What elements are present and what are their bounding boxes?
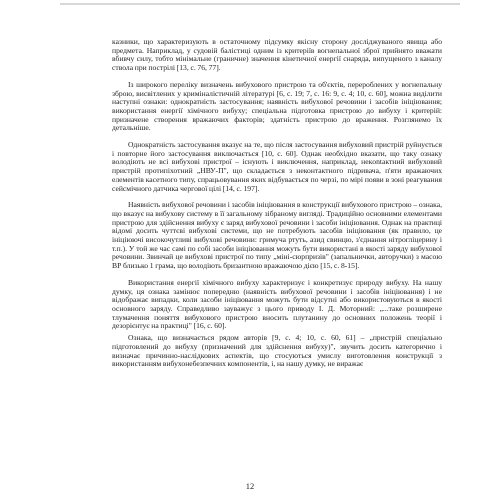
paragraph-5: Використання енергії хімічного вибуху характеризує і конкретизує природу вибуху. На нашу думку, ця ознака замінює попередню (наявність вибухової речовини і засобів ініціювання) і не відображає випадки, коли засоби ініціювання можуть бути відсутні або використовуються в якості основного заряду. Справедливо зауважує з цього приводу І. Д. Моторний: „...таке розширене тлумачення поняття вибухового пристрою вносить плутанину до основних положень теорії і дезорієнтує на практиці" [16, с. 60]. <box>112 277 442 331</box>
paragraph-2: Із широкого переліку визначень вибухового пристрою та об'єктів, перероблених у вогнепальну зброю, висвітлених у криміналістичній літературі [6, с. 19; 7, с. 16: 9, с. 4; 10, с. 60], можна виділити наступні ознаки: однократність застосування; наявність вибухової речовини і засобів ініціювання; використання енергії хімічного вибуху; спеціальна підготовка пристрою до вибуху і критерій: призначене створення вражаючих факторів; здатність пристрою до враження. Розглянемо їх детальніше. <box>112 79 442 133</box>
paragraph-6: Ознака, що визначається рядом авторів [9, с. 4; 10, с. 60, 61] – „пристрій спеціально підготовлений до вибуху (призначений для здійснення вибуху)", звучить досить категорично і визначає причинно-наслідкових аспектів, що стосуються умислу виготовлення конструкції з використанням вибухонебезпечних компонентів, і, на нашу думку, не виражає <box>112 333 442 369</box>
paragraph-3: Однократність застосування вказує на те, що після застосування вибуховий пристрій руйнується і повторне його застосування виключається [10, с. 60]. Однак необхідно вказати, що таку ознаку володіють не всі вибухові пристрої – існують і виключення, наприклад, некontактний вибуховий пристрій протипіхотний „НВУ-П", що складається з неконтактного підривача, п'яти вражаючих елементів касетного типу, спрацьовування яких відбувається по черзі, по мірі появи в зоні реагування сейсмічного датчика чергової цілі [14, с. 197]. <box>112 140 442 193</box>
page-number: 12 <box>245 481 255 491</box>
paragraph-4: Наявність вибухової речовини і засобів ініціювання в конструкції вибухового пристрою – ознака, що вказує на вибухову систему в її загальному зібраному вигляді. Традиційно основними елементами пристрою для здійснення вибуху є заряд вибухової речовини і засоби ініціювання. Однак на практиці відомі досить чуттєві вибухові системи, що не потребують засобів ініціювання (як правило, це ініціюючі високочутливі вибухові речовини: гримуча ртуть, азид свинцю, з'єднання нітрогліцерину і т.п.). У той же час самі по собі засоби ініціювання можуть бути використані в якості заряду вибухової речовини. Звинчай це вибухові пристрої по типу „міні-сюрпризів" (запальнички, авторучки) з масою ВР близько 1 грама, що володіють бризантною вражаючою дією [15, с. 8-15]. <box>112 200 442 271</box>
top-scan-edge <box>60 3 460 5</box>
paragraph-1: казники, що характеризують в остаточному підсумку якісну сторону досліджуваного явища або предмета. Наприклад, у судовій балістиці одним із критеріїв вогнепальної зброї прийнято вважати вбивчу силу, тобто мінімальне (граничне) значення кінетичної енергії снаряда, випущеного з каналу ствола при пострілі [13, с. 76, 77]. <box>112 37 442 73</box>
